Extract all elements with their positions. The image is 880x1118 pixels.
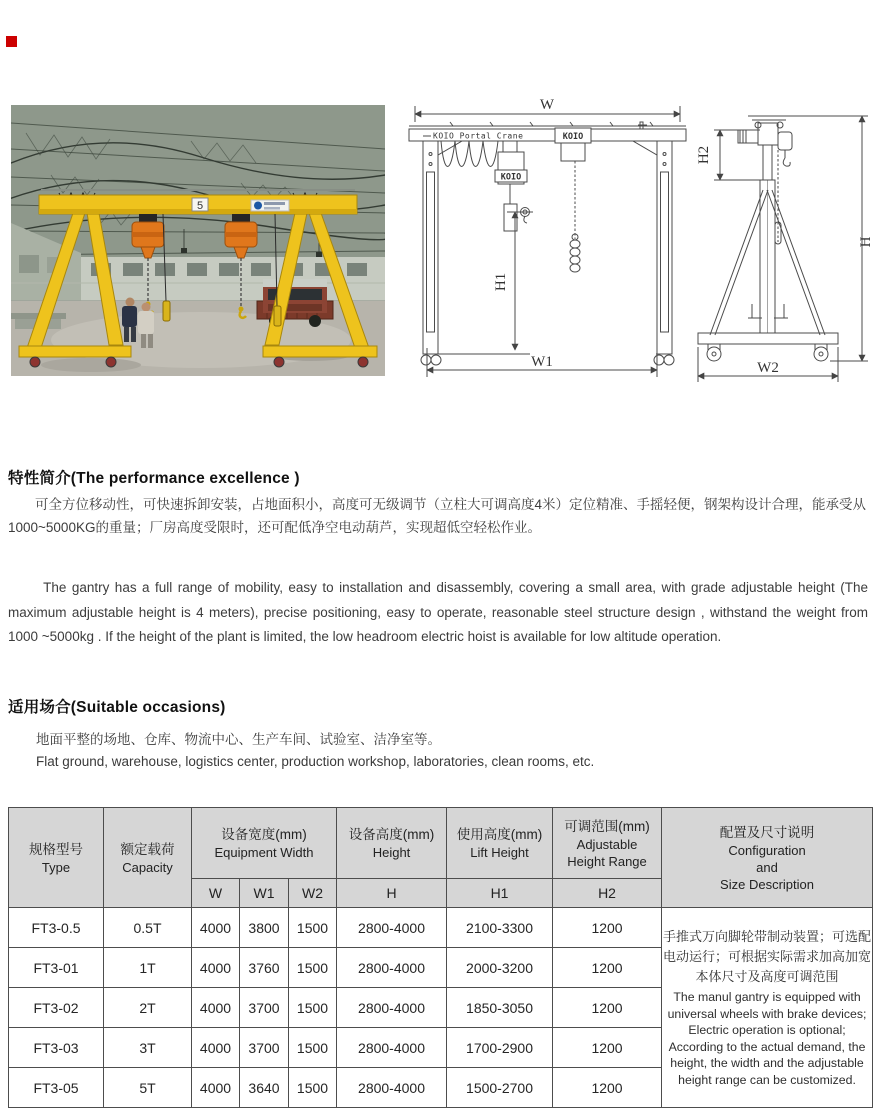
cell-w2: 1500 [289,988,337,1028]
cell-capacity: 0.5T [104,908,192,948]
side-view-drawing [690,92,875,392]
occasions-text-en: Flat ground, warehouse, logistics center, production workshop, laboratories, clean rooms, etc. [36,754,595,769]
performance-section-title: 特性简介(The performance excellence ) [8,470,300,487]
cell-w: 4000 [192,1068,240,1108]
header-adjustable-range: 可调范围(mm) Adjustable Height Range [553,808,662,879]
cell-w1: 3800 [240,908,289,948]
beam-capacity-placard: 5 [196,200,204,212]
header-lift-height: 使用高度(mm) Lift Height [447,808,553,879]
cell-h2: 1200 [553,908,662,948]
subheader-w2: W2 [289,879,337,908]
beam-brand-text: KOIO Portal Crane [433,131,524,141]
table-header-row [9,808,873,879]
occasions-section-title: 适用场合(Suitable occasions) [8,699,226,716]
spec-table [8,807,873,1108]
header-height: 设备高度(mm) Height [337,808,447,879]
dim-label-h: H [858,236,874,248]
cell-w1: 3700 [240,988,289,1028]
header-capacity: 额定载荷 Capacity [104,808,192,908]
cell-w2: 1500 [289,1028,337,1068]
subheader-h2: H2 [553,879,662,908]
cell-capacity: 5T [104,1068,192,1108]
cell-h2: 1200 [553,948,662,988]
subheader-h1: H1 [447,879,553,908]
header-equipment-width: 设备宽度(mm) Equipment Width [192,808,337,879]
cell-capacity: 2T [104,988,192,1028]
cell-w: 4000 [192,948,240,988]
cell-capacity: 1T [104,948,192,988]
front-view-drawing [405,92,690,384]
occasions-text-zh: 地面平整的场地、仓库、物流中心、生产车间、试验室、洁净室等。 [36,732,441,747]
cell-type: FT3-05 [9,1068,104,1108]
cell-h2: 1200 [553,1068,662,1108]
cell-type: FT3-03 [9,1028,104,1068]
cell-type: FT3-01 [9,948,104,988]
cell-type: FT3-0.5 [9,908,104,948]
cell-h1: 1700-2900 [447,1028,553,1068]
header-configuration: 配置及尺寸说明 Configuration and Size Description [662,808,873,908]
trolley-brand-label: KOIO [562,132,584,142]
hoist-brand-label: KOIO [500,172,522,183]
performance-text-en: The gantry has a full range of mobility, easy to installation and disassembly, covering a small area, with grade adjustable height (The maximum adjustable height is 4 meters), precise positioning, easy to operate, reasonable steel structure design , withstand the weight from 1000 ~5000kg . If the height of the plant is limited, the low headroom electric hoist is available for low altitude operation. [8,580,868,644]
subheader-h: H [337,879,447,908]
product-photo [11,105,385,376]
brand-plate [251,200,289,211]
dim-label-w2: W2 [757,360,779,376]
cell-w: 4000 [192,908,240,948]
subheader-w1: W1 [240,879,289,908]
cell-h2: 1200 [553,988,662,1028]
dim-label-w1: W1 [531,354,553,370]
cell-h1: 2000-3200 [447,948,553,988]
cell-h: 2800-4000 [337,1028,447,1068]
cell-h1: 2100-3300 [447,908,553,948]
cell-h2: 1200 [553,1028,662,1068]
config-text-zh: 手推式万向脚轮带制动装置；可选配电动运行；可根据实际需求加高加宽本体尺寸及高度可调范围 [663,929,872,984]
cell-h: 2800-4000 [337,988,447,1028]
cell-h: 2800-4000 [337,908,447,948]
cell-h: 2800-4000 [337,1068,447,1108]
cell-configuration [662,908,873,1108]
cell-type: FT3-02 [9,988,104,1028]
dim-label-h2: H2 [696,145,712,165]
cell-w1: 3640 [240,1068,289,1108]
gantry-crane-photo [11,105,385,376]
subheader-w: W [192,879,240,908]
cell-w1: 3700 [240,1028,289,1068]
header-type: 规格型号 Type [9,808,104,908]
cell-w: 4000 [192,988,240,1028]
cell-w2: 1500 [289,1068,337,1108]
cell-h1: 1500-2700 [447,1068,553,1108]
performance-text-zh: 可全方位移动性，可快速拆卸安装，占地面积小，高度可无级调节（立柱大可调高度4米）定位精准、手摇轻便，钢架构设计合理，能承受从1000~5000KG的重量；厂房高度受限时，还可配低净空电动葫芦，实现超低空轻松作业。 [8,497,867,535]
config-text-en: The manul gantry is equipped with universal wheels with brake devices; Electric operation is optional; According to the actual demand, the height, the width and the adjustable height range can be customized. [667,990,867,1087]
dim-label-h1: H1 [493,272,509,292]
cell-w2: 1500 [289,948,337,988]
cell-w: 4000 [192,1028,240,1068]
cell-h1: 1850-3050 [447,988,553,1028]
table-row [9,908,873,948]
cell-w1: 3760 [240,948,289,988]
red-corner-marker [6,36,17,47]
dim-label-w: W [539,97,555,113]
cell-capacity: 3T [104,1028,192,1068]
cell-w2: 1500 [289,908,337,948]
cell-h: 2800-4000 [337,948,447,988]
